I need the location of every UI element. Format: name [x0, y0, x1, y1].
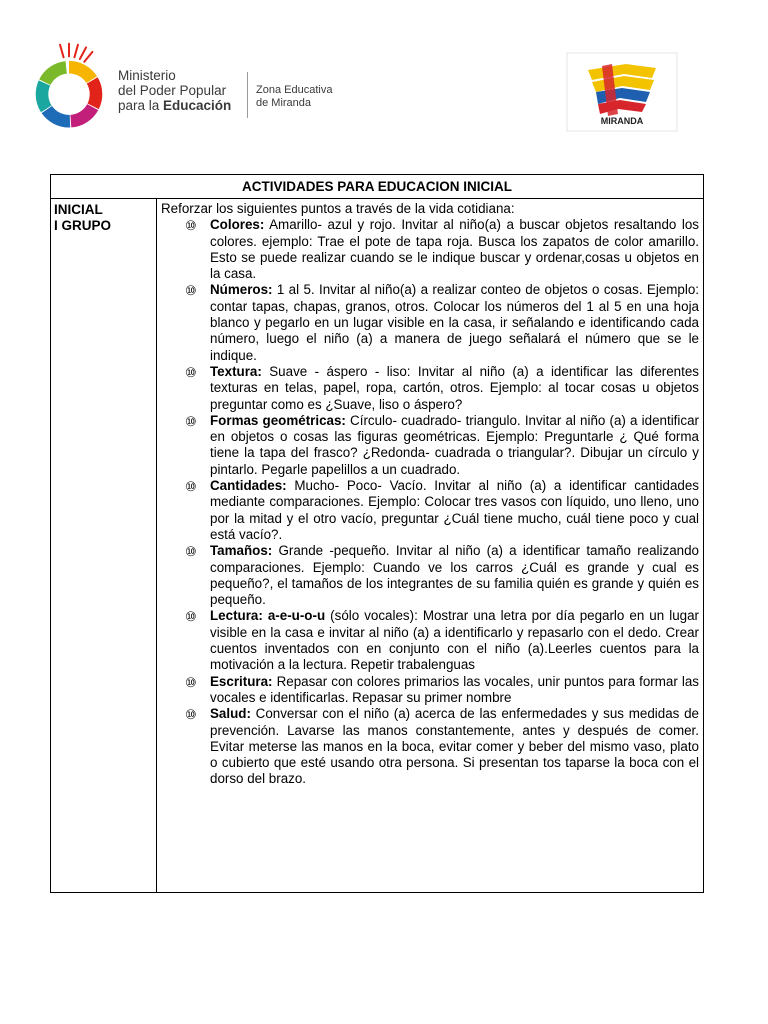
- activity-item: [185, 674, 699, 707]
- activity-item: [185, 413, 699, 478]
- ministry-line-3-prefix: para la: [118, 98, 164, 113]
- bullet-icon: ⑩: [185, 707, 197, 723]
- group-level: INICIAL: [54, 202, 103, 217]
- bullet-icon: ⑩: [185, 479, 197, 495]
- bullet-icon: ⑩: [185, 283, 197, 299]
- activity-item: [185, 217, 699, 282]
- activity-text: Mucho- Poco- Vacío. Invitar al niño (a) a identificar cantidades mediante comparaciones. Ejemplo: Colocar tres vasos con líquido, uno lleno, uno por la mitad y el otro vacío, preguntar ¿Cuál tiene mucho, cuál tiene poco y cual está vacío?.: [210, 478, 699, 542]
- miranda-label: MIRANDA: [600, 116, 644, 126]
- ministry-logo-icon: [24, 42, 114, 132]
- zona-line-1: Zona Educativa: [256, 84, 333, 96]
- document-header: [0, 0, 768, 170]
- group-column: [51, 198, 157, 892]
- table-title: ACTIVIDADES PARA EDUCACION INICIAL: [51, 175, 703, 199]
- activity-text: Grande -pequeño. Invitar al niño (a) a identificar tamaño realizando comparaciones. Ejemplo: Cuando ve los carros ¿Cuál es grande y cual es pequeño?, el tamaños de los integrantes de su familia quién es grande y quién es pequeño.: [210, 543, 699, 608]
- activities-table: [50, 174, 704, 893]
- group-name: I GRUPO: [54, 218, 112, 233]
- activity-text: (sólo vocales): Mostrar una letra por día pegarlo en un lugar visible en la casa e invitar al niño (a) a identificarlo y repasarlo con el dedo. Crear cuentos inventados con en conjunto con el niño (a).Leerles cuentos para la motivación a la lectura. Repetir trabalenguas: [210, 608, 699, 673]
- activity-label: Cantidades:: [210, 478, 287, 494]
- activity-label: Números:: [210, 282, 273, 298]
- activity-label: Lectura: a-e-u-o-u: [210, 608, 326, 624]
- bullet-icon: ⑩: [185, 674, 197, 690]
- activity-item: [185, 282, 699, 363]
- activity-text: Círculo- cuadrado- triangulo. Invitar al niño (a) a identificar en objetos o cosas las figuras geométricas. Ejemplo: Preguntarle ¿ Qué forma tiene la tapa del frasco? ¿Redonda- cuadrada o triangular?. Dibujar un círculo y pintarlo. Pegarle papelillos a un cuadrado.: [210, 412, 699, 477]
- activity-text: Repasar con colores primarios las vocales, unir puntos para formar las vocales e identificarlas. Repasar su primer nombre: [210, 673, 699, 705]
- zona-line-2: de Miranda: [256, 97, 312, 109]
- activity-text: Amarillo- azul y rojo. Invitar al niño(a) a buscar objetos resaltando los colores. ejemplo: Trae el pote de tapa roja. Busca los zapatos de color amarillo. Esto se puede realizar cuando se le indique buscar y ordenar,cosas u objetos en la casa.: [210, 217, 699, 282]
- ministry-line-3: [118, 98, 231, 113]
- bullet-icon: ⑩: [185, 413, 197, 429]
- bullet-icon: ⑩: [185, 218, 197, 234]
- ministry-line-2: del Poder Popular: [118, 83, 227, 98]
- ministry-name: [118, 68, 231, 113]
- activities-list: [161, 217, 699, 787]
- ministry-line-3-bold: Educación: [163, 98, 232, 113]
- ministry-line-1: Ministerio: [118, 68, 176, 83]
- activity-item: [185, 706, 699, 787]
- activity-text: 1 al 5. Invitar al niño(a) a realizar conteo de objetos o cosas. Ejemplo: contar tapas, chapas, granos, otros. Colocar los números del 1 al 5 en una hoja blanco y pegarlo en un lugar visible en la casa, ir señalando e identificando cada número, luego el niño (a) a manera de juego señalará el número que se le indique.: [210, 282, 699, 363]
- activity-item: [185, 478, 699, 543]
- activities-column: [157, 198, 703, 892]
- activity-label: Tamaños:: [210, 543, 273, 559]
- bullet-icon: ⑩: [185, 364, 197, 380]
- activity-label: Textura:: [210, 363, 262, 379]
- activity-text: Suave - áspero - liso: Invitar al niño (a) a identificar las diferentes texturas en telas, papel, ropa, cartón, otros. Ejemplo: al tocar cosas u objetos preguntar como es ¿Suave, liso o áspero?: [210, 363, 699, 412]
- activity-item: [185, 543, 699, 608]
- activity-label: Colores:: [210, 217, 265, 233]
- activity-label: Escritura:: [210, 673, 273, 689]
- activity-text: Conversar con el niño (a) acerca de las enfermedades y sus medidas de prevención. Lavarse las manos constantemente, antes y después de comer. Evitar meterse las manos en la boca, evitar comer y beber del mismo vaso, plato o cubierto que esté usando otra persona. Si presentan tos taparse la boca con el dorso del brazo.: [210, 706, 699, 787]
- activity-label: Salud:: [210, 706, 251, 722]
- header-divider: [247, 72, 248, 118]
- activities-intro: Reforzar los siguientes puntos a través de la vida cotidiana:: [161, 201, 515, 216]
- bullet-icon: ⑩: [185, 609, 197, 625]
- zona-educativa: [256, 84, 332, 110]
- bullet-icon: ⑩: [185, 544, 197, 560]
- miranda-logo-icon: [566, 52, 678, 132]
- activity-label: Formas geométricas:: [210, 412, 346, 428]
- activity-item: [185, 364, 699, 413]
- activity-item: [185, 608, 699, 673]
